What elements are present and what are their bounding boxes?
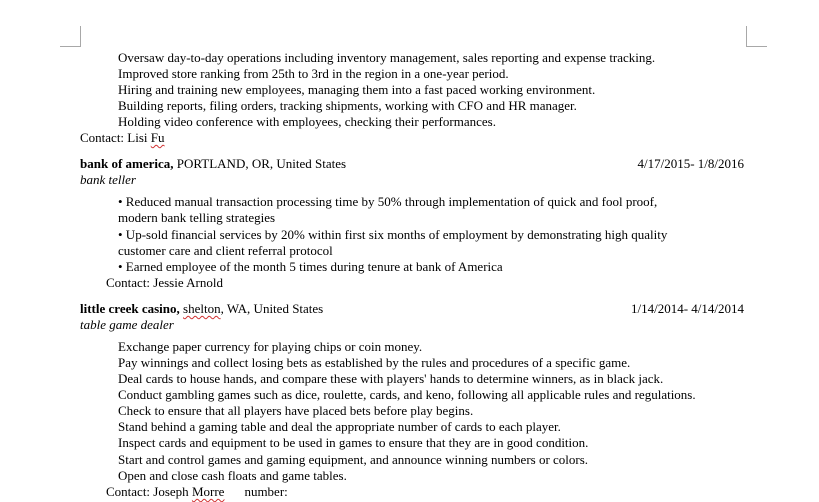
job2-contact: Contact: Jessie Arnold — [106, 275, 223, 290]
job3-bullet-2: Pay winnings and collect losing bets as established by the rules and procedures of a specific game. — [118, 355, 631, 370]
job1-bullet-4: Building reports, filing orders, tracking shipments, working with CFO and HR manager. — [118, 98, 577, 113]
job2-title: bank teller — [80, 172, 136, 187]
job2-header — [80, 156, 346, 172]
job3-header — [80, 301, 323, 317]
contact-label: Contact: — [80, 130, 128, 145]
job3-bullet-4: Conduct gambling games such as dice, roulette, cards, and keno, following all applicable rules and regulations. — [118, 387, 696, 402]
job2-bullet-1-cont: modern bank telling strategies — [118, 210, 276, 225]
job3-bullet-7: Inspect cards and equipment to be used in games to ensure that they are in good condition. — [118, 435, 589, 450]
job3-bullet-6: Stand behind a gaming table and deal the appropriate number of cards to each player. — [118, 419, 561, 434]
job3-bullet-1: Exchange paper currency for playing chips or coin money. — [118, 339, 423, 354]
page-margin-corner-right — [746, 26, 767, 47]
job3-number-label: number: — [244, 484, 288, 499]
job2-bullet-3: • Earned employee of the month 5 times during tenure at bank of America — [118, 259, 503, 274]
job3-dates: 1/14/2014- 4/14/2014 — [630, 301, 744, 316]
job1-contact — [80, 130, 165, 146]
job1-bullet-3: Hiring and training new employees, managing them into a fast paced working environment. — [118, 82, 596, 97]
job2-company: bank of america, — [80, 156, 174, 171]
job3-city: shelton — [183, 301, 221, 316]
job3-bullet-9: Open and close cash floats and game tables. — [118, 468, 347, 483]
contact-first-name: Lisi — [127, 130, 148, 145]
job3-contact-last: Morre — [191, 484, 225, 499]
job3-company: little creek casino, — [80, 301, 180, 316]
job3-bullet-5: Check to ensure that all players have placed bets before play begins. — [118, 403, 474, 418]
contact-last-name: Fu — [150, 130, 165, 145]
job1-bullet-5: Holding video conference with employees, checking their performances. — [118, 114, 496, 129]
job2-dates: 4/17/2015- 1/8/2016 — [637, 156, 744, 171]
job3-bullet-3: Deal cards to house hands, and compare these with players' hands to determine winners, as in black jack. — [118, 371, 664, 386]
job3-contact — [106, 484, 288, 500]
page-margin-corner-left — [60, 26, 81, 47]
job2-location: PORTLAND, OR, United States — [173, 156, 347, 171]
job2-bullet-1: • Reduced manual transaction processing time by 50% through implementation of quick and fool proof, — [118, 194, 658, 209]
job2-bullet-2-cont: customer care and client referral protocol — [118, 243, 333, 258]
job2-bullet-2: • Up-sold financial services by 20% within first six months of employment by demonstrating high quality — [118, 227, 668, 242]
job1-bullet-2: Improved store ranking from 25th to 3rd in the region in a one-year period. — [118, 66, 509, 81]
job3-location: , WA, United States — [220, 301, 324, 316]
job1-bullet-1: Oversaw day-to-day operations including inventory management, sales reporting and expense tracking. — [118, 50, 656, 65]
job3-contact-label: Contact: Joseph — [106, 484, 192, 499]
job3-title: table game dealer — [80, 317, 174, 332]
job3-bullet-8: Start and control games and gaming equipment, and announce winning numbers or colors. — [118, 452, 589, 467]
